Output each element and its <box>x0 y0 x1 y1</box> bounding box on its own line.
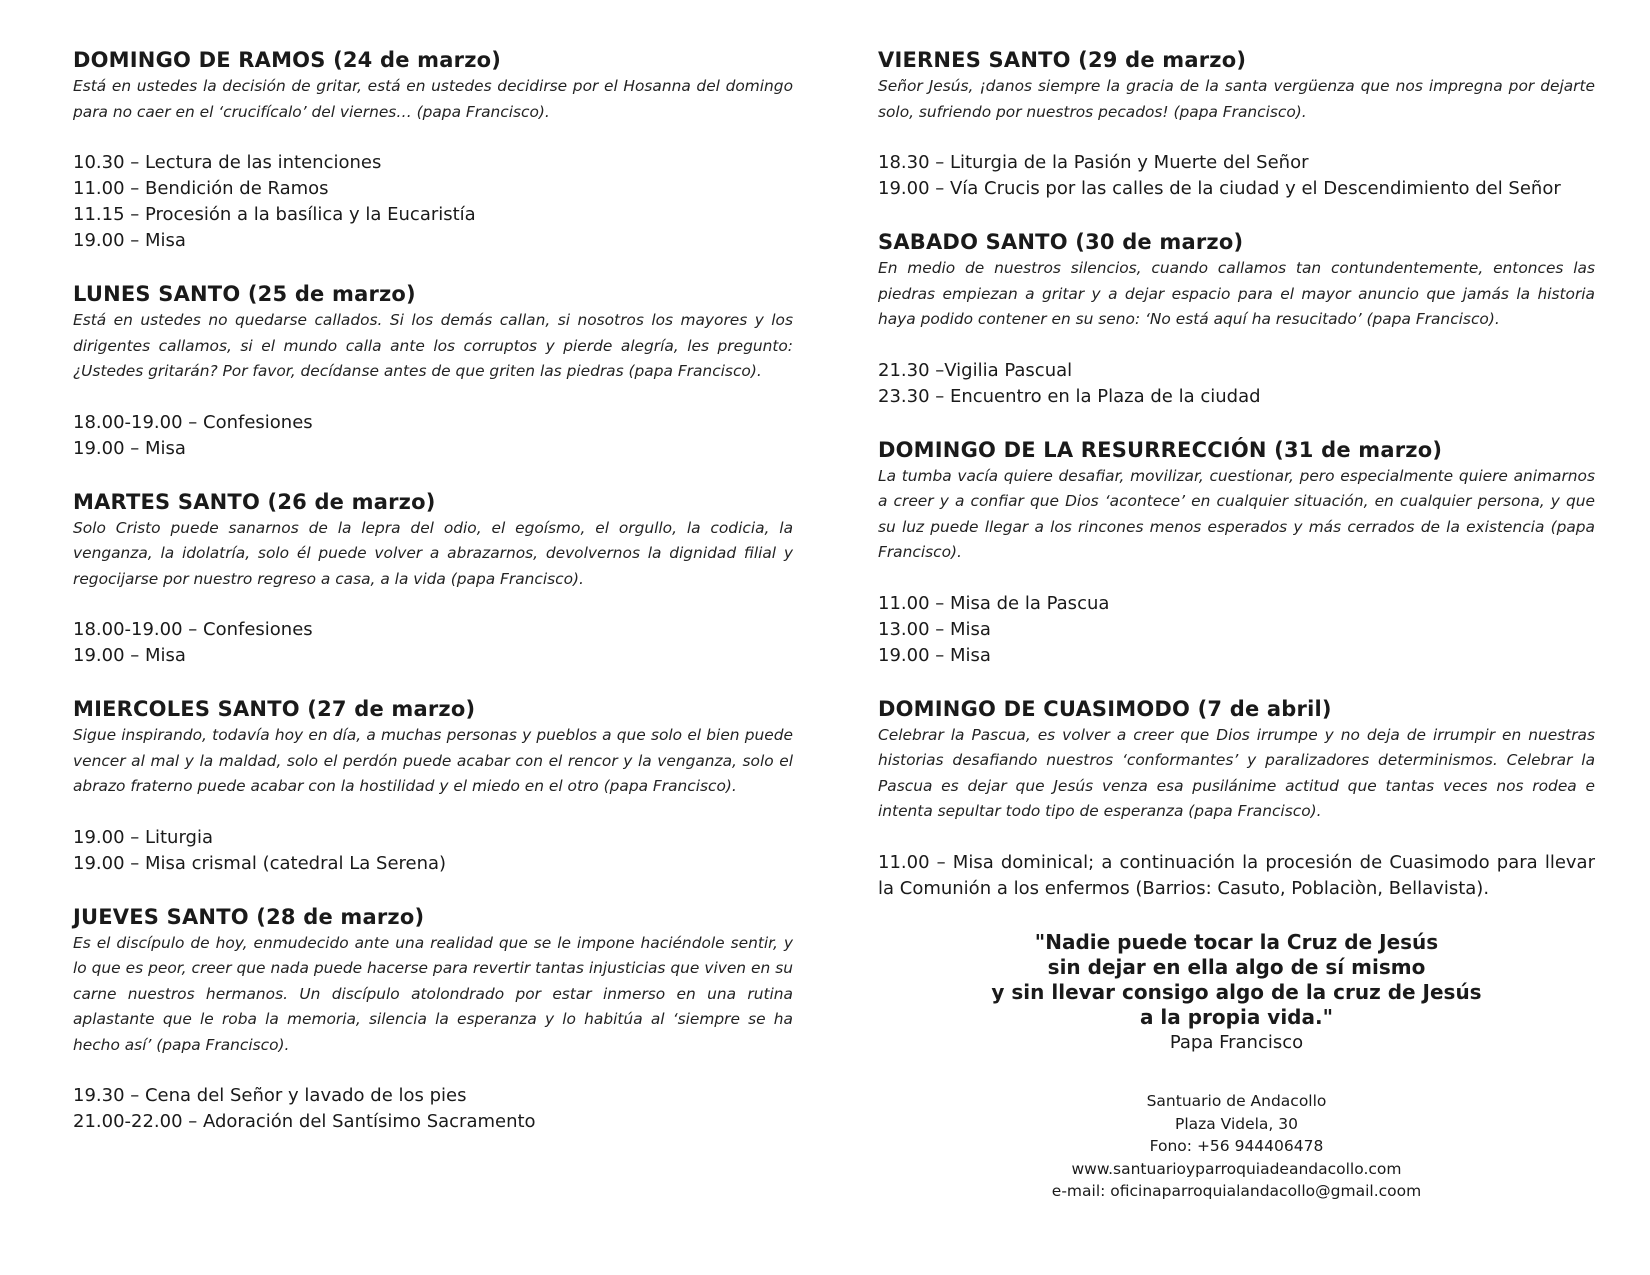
schedule-list <box>73 617 793 669</box>
contact-address: Plaza Videla, 30 <box>1174 1114 1299 1133</box>
left-column <box>73 46 793 1135</box>
section-quote: Celebrar la Pascua, es volver a creer que Dios irrumpe y no deja de irrumpir en nuestras historias desafiando nuestros ‘conformantes’ y paralizadores determinismos. Celebrar la Pascua es dejar que Jesús venza esa pusilánime actitud que tantas veces nos rodea e intenta sepultar todo tipo de esperanza (papa Francisco). <box>878 725 1595 820</box>
contact-email: e-mail: oficinaparroquialandacollo@gmail.coom <box>1051 1182 1422 1200</box>
schedule-item: 11.00 – Misa de la Pascua <box>878 592 1110 614</box>
section-viernes-santo <box>878 46 1595 202</box>
schedule-item: 18.00-19.00 – Confesiones <box>73 619 313 640</box>
schedule-item: 21.30 –Vigilia Pascual <box>878 359 1073 381</box>
section-lunes-santo <box>73 280 793 462</box>
schedule-item: 19.30 – Cena del Señor y lavado de los pies <box>73 1085 467 1106</box>
schedule-item: 19.00 – Misa <box>878 644 991 666</box>
schedule-item: 23.30 – Encuentro en la Plaza de la ciudad <box>878 385 1261 407</box>
section-miercoles-santo <box>73 695 793 877</box>
section-sabado-santo <box>878 228 1595 410</box>
schedule-list <box>878 591 1595 669</box>
right-column <box>878 46 1595 902</box>
section-jueves-santo <box>73 903 793 1136</box>
section-title: VIERNES SANTO (29 de marzo) <box>878 48 1247 72</box>
schedule-list <box>878 358 1595 410</box>
section-quote: En medio de nuestros silencios, cuando callamos tan contundentemente, entonces las piedras empiezan a gritar y a dejar espacio para el mayor anuncio que jamás la historia haya podido contener en su seno: ‘No está aquí ha resucitado’ (papa Francisco). <box>878 259 1595 328</box>
schedule-list <box>73 825 793 877</box>
schedule-item: 11.00 – Bendición de Ramos <box>73 178 329 199</box>
schedule-item: 11.15 – Procesión a la basílica y la Eucaristía <box>73 204 476 225</box>
schedule-item: 10.30 – Lectura de las intenciones <box>73 152 382 173</box>
schedule-item: 19.00 – Liturgia <box>73 826 214 848</box>
schedule-item: 18.30 – Liturgia de la Pasión y Muerte del Señor <box>878 152 1309 173</box>
schedule-list <box>73 150 793 254</box>
section-title: DOMINGO DE LA RESURRECCIÓN (31 de marzo) <box>878 437 1443 462</box>
section-quote: Solo Cristo puede sanarnos de la lepra del odio, el egoísmo, el orgullo, la codicia, la venganza, la idolatría, solo él puede volver a abrazarnos, devolvernos la dignidad filial y regocijarse por nuestro regreso a casa, a la vida (papa Francisco). <box>73 518 793 588</box>
contact-website: www.santuarioyparroquiadeandacollo.com <box>1071 1159 1402 1178</box>
section-martes-santo <box>73 488 793 670</box>
section-title: SABADO SANTO (30 de marzo) <box>878 230 1244 254</box>
schedule-item: 19.00 – Misa crismal (catedral La Serena) <box>73 852 447 874</box>
section-quote: Es el discípulo de hoy, enmudecido ante una realidad que se le impone haciéndole sentir, y lo que es peor, creer que nada puede hacerse para revertir tantas injusticias que viven en su carne nuestros hermanos. Un discípulo atolondrado por estar inmerso en una rutina aplastante que le roba la memoria, silencia la esperanza y lo habitúa al ‘siempre se ha hecho así’ (papa Francisco). <box>73 933 793 1054</box>
section-quote: Está en ustedes la decisión de gritar, está en ustedes decidirse por el Hosanna del domingo para no caer en el ‘crucifícalo’ del viernes… (papa Francisco). <box>73 77 793 121</box>
contact-block <box>878 1090 1595 1203</box>
section-title: LUNES SANTO (25 de marzo) <box>73 282 416 306</box>
schedule-item: 19.00 – Misa <box>73 230 186 251</box>
schedule-item: 11.00 – Misa dominical; a continuación la procesión de Cuasimodo para llevar la Comunión a los enfermos (Barrios: Casuto, Poblaciòn, Bellavista). <box>878 851 1595 899</box>
schedule-item: 21.00-22.00 – Adoración del Santísimo Sacramento <box>73 1111 536 1132</box>
schedule-item: 19.00 – Vía Crucis por las calles de la ciudad y el Descendimiento del Señor <box>878 178 1561 199</box>
closing-quote-line: "Nadie puede tocar la Cruz de Jesús <box>1034 930 1439 954</box>
schedule-list <box>878 150 1595 202</box>
closing-quote-line: a la propia vida." <box>1139 1005 1334 1029</box>
section-quote: La tumba vacía quiere desafiar, movilizar, cuestionar, pero especialmente quiere animarnos a creer y a confiar que Dios ‘acontece’ en cualquier situación, en cualquier persona, y que su luz puede llegar a los rincones menos esperados y más cerrados de la existencia (papa Francisco). <box>878 466 1595 561</box>
section-domingo-cuasimodo <box>878 695 1595 902</box>
contact-phone: Fono: +56 944406478 <box>1149 1137 1324 1155</box>
schedule-item: 13.00 – Misa <box>878 618 991 640</box>
section-title: DOMINGO DE RAMOS (24 de marzo) <box>73 48 502 72</box>
closing-author: Papa Francisco <box>1169 1032 1304 1053</box>
section-quote: Señor Jesús, ¡danos siempre la gracia de la santa vergüenza que nos impregna por dejarte solo, sufriendo por nuestros pecados! (papa Francisco). <box>878 77 1595 121</box>
schedule-list <box>73 410 793 462</box>
section-title: MARTES SANTO (26 de marzo) <box>73 489 436 514</box>
section-domingo-de-ramos <box>73 46 793 254</box>
section-quote: Está en ustedes no quedarse callados. Si los demás callan, si nosotros los mayores y los dirigentes callamos, si el mundo calla ante los corruptos y pierde alegría, les pregunto: ¿Ustedes gritarán? Por favor, decídanse antes de que griten las piedras (papa Francisco). <box>73 311 793 380</box>
schedule-item: 19.00 – Misa <box>73 437 186 459</box>
schedule-list <box>878 850 1595 902</box>
section-title: MIERCOLES SANTO (27 de marzo) <box>73 697 476 721</box>
section-title: DOMINGO DE CUASIMODO (7 de abril) <box>878 696 1332 721</box>
closing-quote-line: y sin llevar consigo algo de la cruz de Jesús <box>991 980 1482 1004</box>
section-title: JUEVES SANTO (28 de marzo) <box>73 904 425 929</box>
contact-name: Santuario de Andacollo <box>1146 1092 1327 1110</box>
section-domingo-resurreccion <box>878 436 1595 669</box>
closing-quote-line: sin dejar en ella algo de sí mismo <box>1047 955 1426 979</box>
schedule-item: 18.00-19.00 – Confesiones <box>73 411 313 433</box>
closing-quote-block <box>878 930 1595 1055</box>
schedule-list <box>73 1083 793 1135</box>
section-quote: Sigue inspirando, todavía hoy en día, a muchas personas y pueblos a que solo el bien puede vencer al mal y la maldad, solo el perdón puede acabar con el rencor y la venganza, solo el abrazo fraterno puede acabar con la hostilidad y el miedo en el otro (papa Francisco). <box>73 726 793 795</box>
schedule-item: 19.00 – Misa <box>73 645 186 666</box>
